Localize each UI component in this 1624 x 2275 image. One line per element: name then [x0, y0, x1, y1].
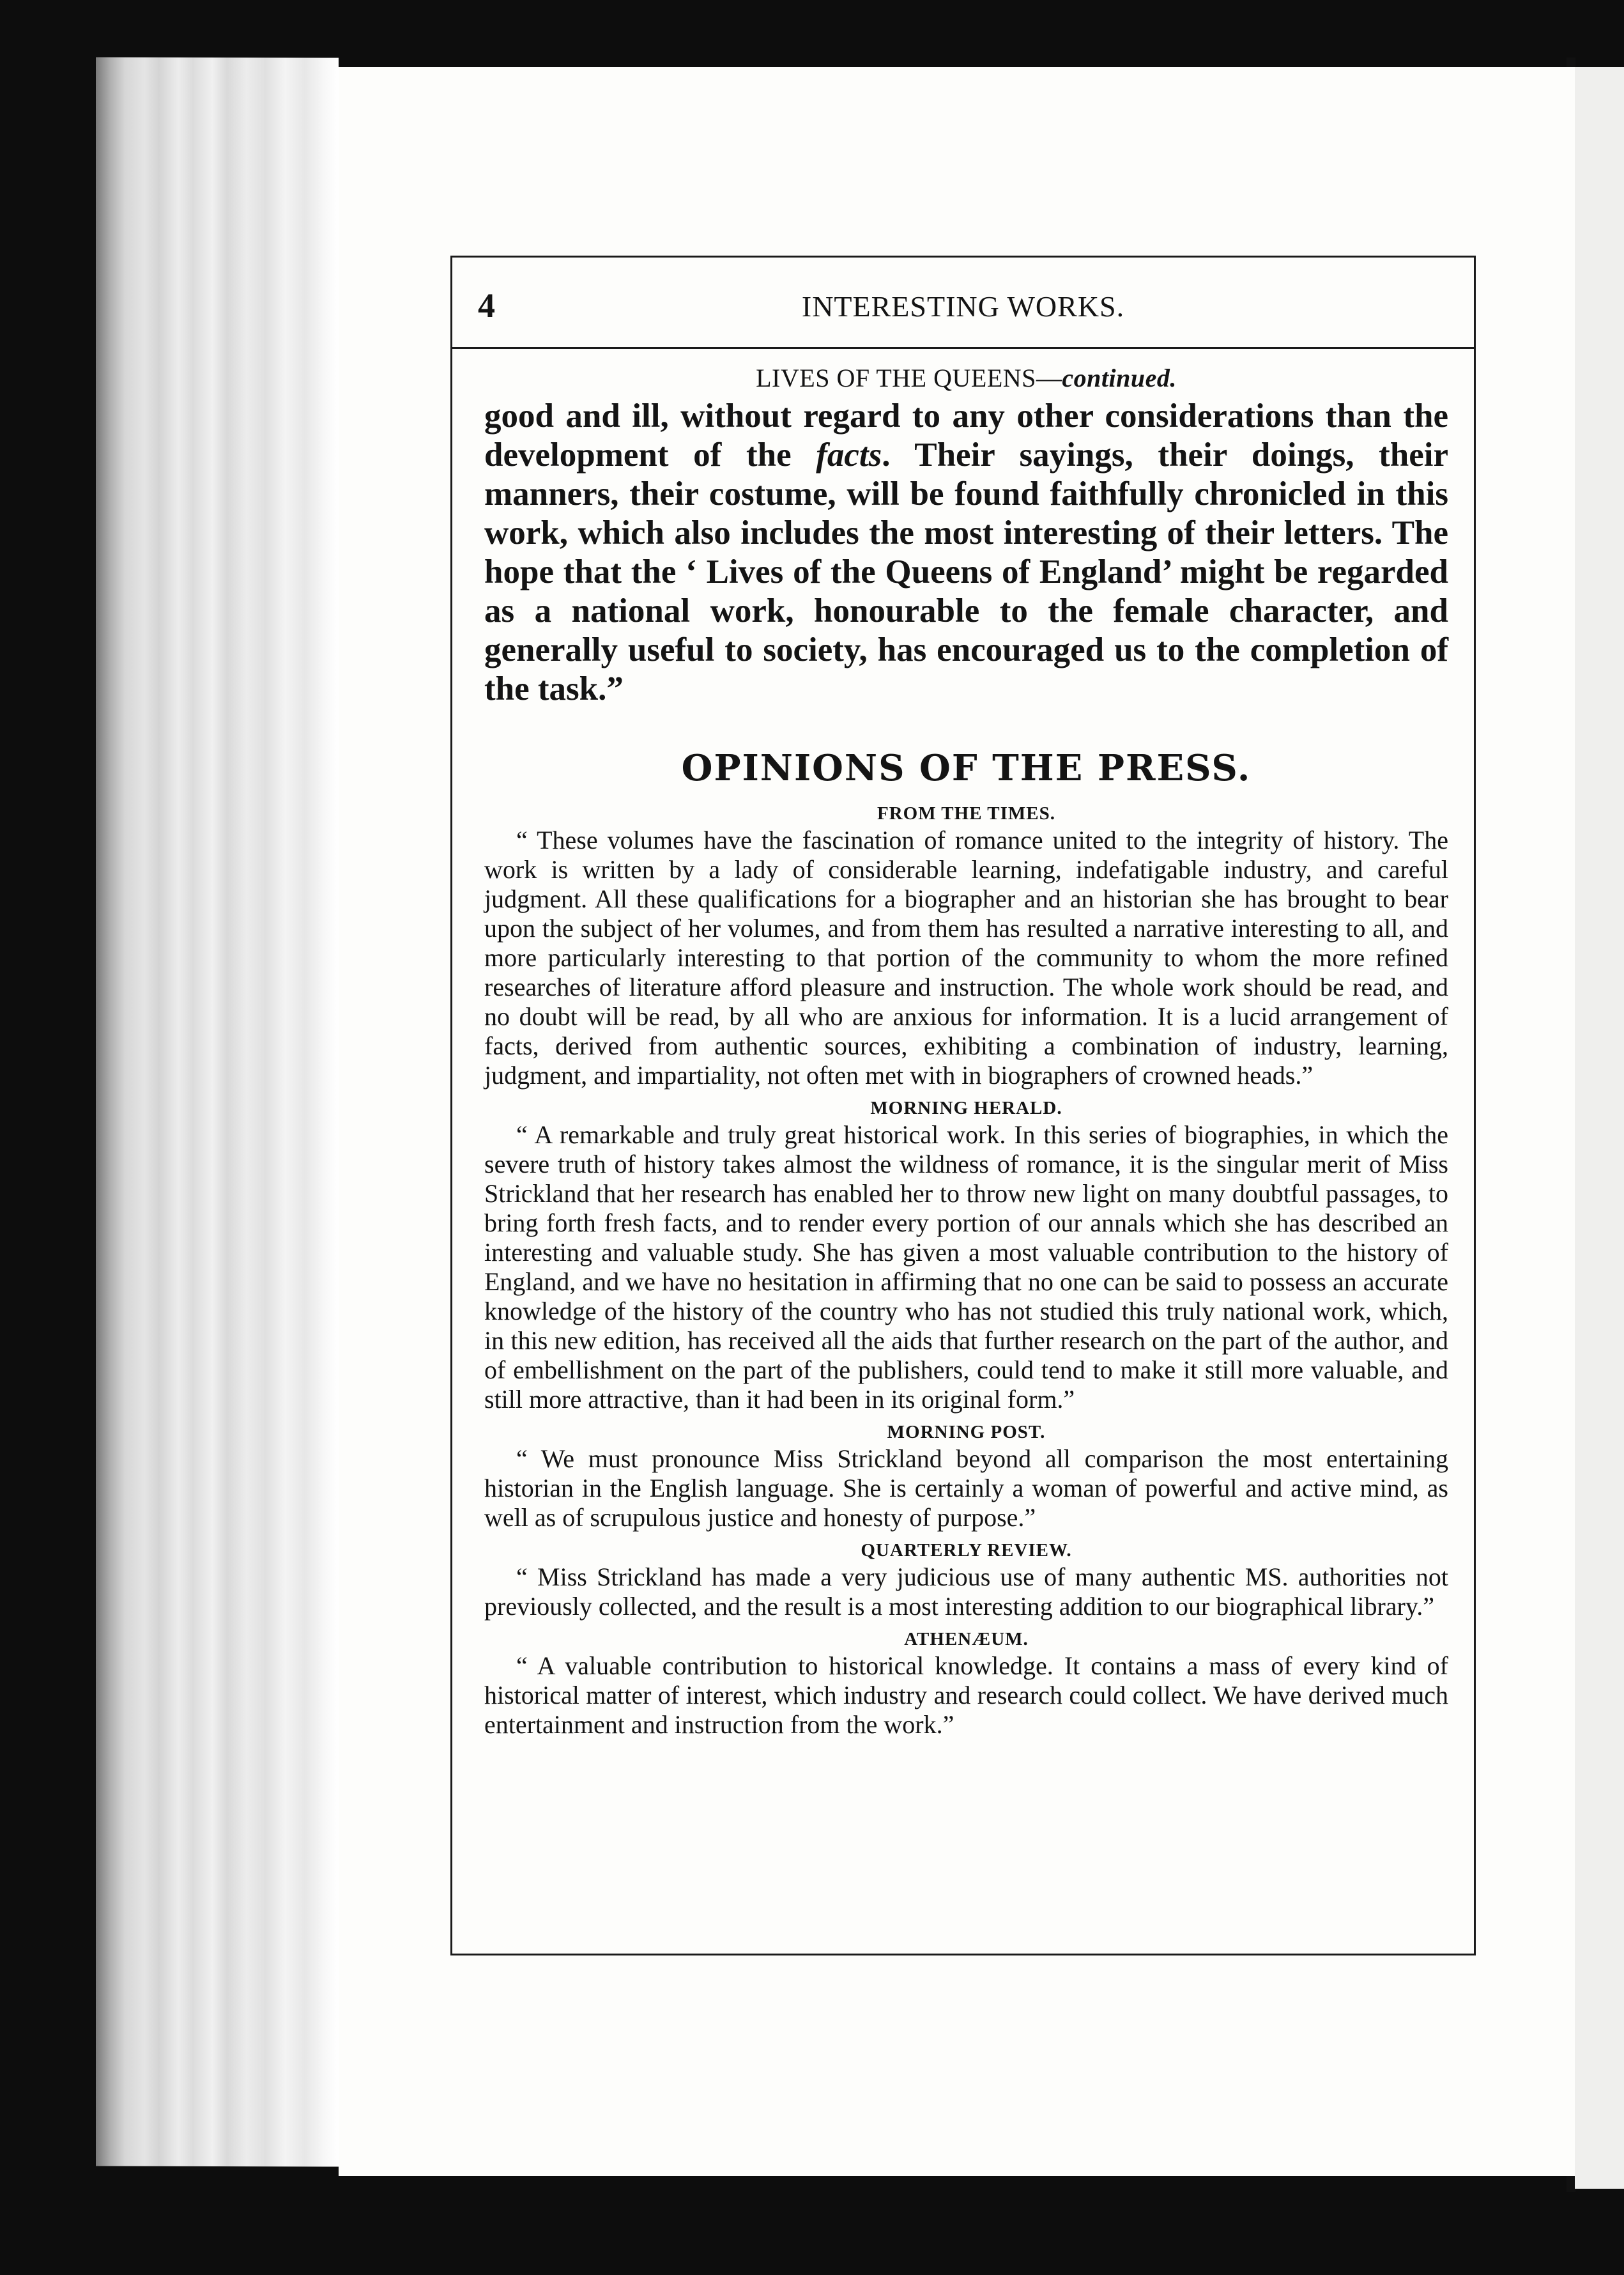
- section-heading-main: LIVES OF THE QUEENS—: [756, 364, 1062, 392]
- review-source: FROM THE TIMES.: [877, 803, 1055, 824]
- facing-page-edge: [1575, 67, 1624, 2189]
- review-source: MORNING POST.: [887, 1422, 1046, 1442]
- section-heading: [484, 363, 1448, 393]
- continuation-paragraph: [484, 397, 1448, 709]
- review-times: [484, 803, 1448, 1090]
- page-body: [484, 363, 1448, 1739]
- book-page-edges: [96, 58, 339, 2167]
- section-heading-continued: continued.: [1062, 364, 1177, 392]
- review-quarterly-review: [484, 1540, 1448, 1621]
- review-source: QUARTERLY REVIEW.: [861, 1540, 1072, 1561]
- review-source: MORNING HERALD.: [870, 1098, 1062, 1118]
- continuation-text-1: good and ill, without regard to any other considerations than the development of the: [484, 397, 1448, 474]
- review-quote: “ A remarkable and truly great historical work. In this series of biographies, in which the severe truth of history takes almost the wildness of romance, it is the singular merit of Miss Strickland that her research has enabled her to throw new light on many doubtful passages, to bring forth fresh facts, and to render every portion of our annals which she has described an interesting and valuable study. She has given a most valuable contribution to the history of England, and we have no hesitation in affirming that no one can be said to possess an accurate knowledge of the history of the country who has not studied this truly national work, which, in this new edition, has received all the aids that further research on the part of the author, and of embellishment on the part of the publishers, could tend to make it still more valuable, and still more attractive, than it had been in its original form.”: [484, 1120, 1448, 1414]
- continuation-italic: facts: [816, 436, 882, 474]
- review-quote: “ Miss Strickland has made a very judicious use of many authentic MS. authorities not previously collected, and the result is a most interesting addition to our biographical library.”: [484, 1562, 1448, 1621]
- review-morning-post: [484, 1422, 1448, 1532]
- review-source: ATHENÆUM.: [904, 1629, 1029, 1649]
- continuation-text-2: . Their sayings, their doings, their manners, their costume, will be found faithfully chronicled in this work, which also includes the most interesting of their letters. The hope that the ‘ Lives of the Queens of England’ might be regarded as a national work, honourable to the female character, and generally useful to society, has encouraged us to the completion of the task.”: [484, 436, 1449, 707]
- page-number: 4: [478, 286, 495, 325]
- page-frame: [450, 256, 1476, 1955]
- running-title: INTERESTING WORKS.: [801, 290, 1125, 323]
- review-morning-herald: [484, 1098, 1448, 1414]
- review-quote: “ A valuable contribution to historical knowledge. It contains a mass of every kind of historical matter of interest, which industry and research could collect. We have derived much entertainment and instruction from the work.”: [484, 1651, 1448, 1739]
- page-header: [452, 258, 1474, 349]
- press-heading: OPINIONS OF THE PRESS.: [681, 747, 1252, 789]
- review-quote: “ These volumes have the fascination of romance united to the integrity of history. The work is written by a lady of considerable learning, indefatigable industry, and careful judgment. All these qualifications for a biographer and an historian she has brought to bear upon the subject of her volumes, and from them has resulted a narrative interesting to all, and more particularly interesting to that portion of the community to whom the more refined researches of literature afford pleasure and instruction. The whole work should be read, and no doubt will be read, by all who are anxious for information. It is a lucid arrangement of facts, derived from authentic sources, exhibiting a combination of industry, learning, judgment, and impartiality, not often met with in biographers of crowned heads.”: [484, 826, 1448, 1090]
- review-quote: “ We must pronounce Miss Strickland beyond all comparison the most entertaining historian in the English language. She is certainly a woman of powerful and active mind, as well as of scrupulous justice and honesty of purpose.”: [484, 1444, 1448, 1532]
- review-athenaeum: [484, 1629, 1448, 1739]
